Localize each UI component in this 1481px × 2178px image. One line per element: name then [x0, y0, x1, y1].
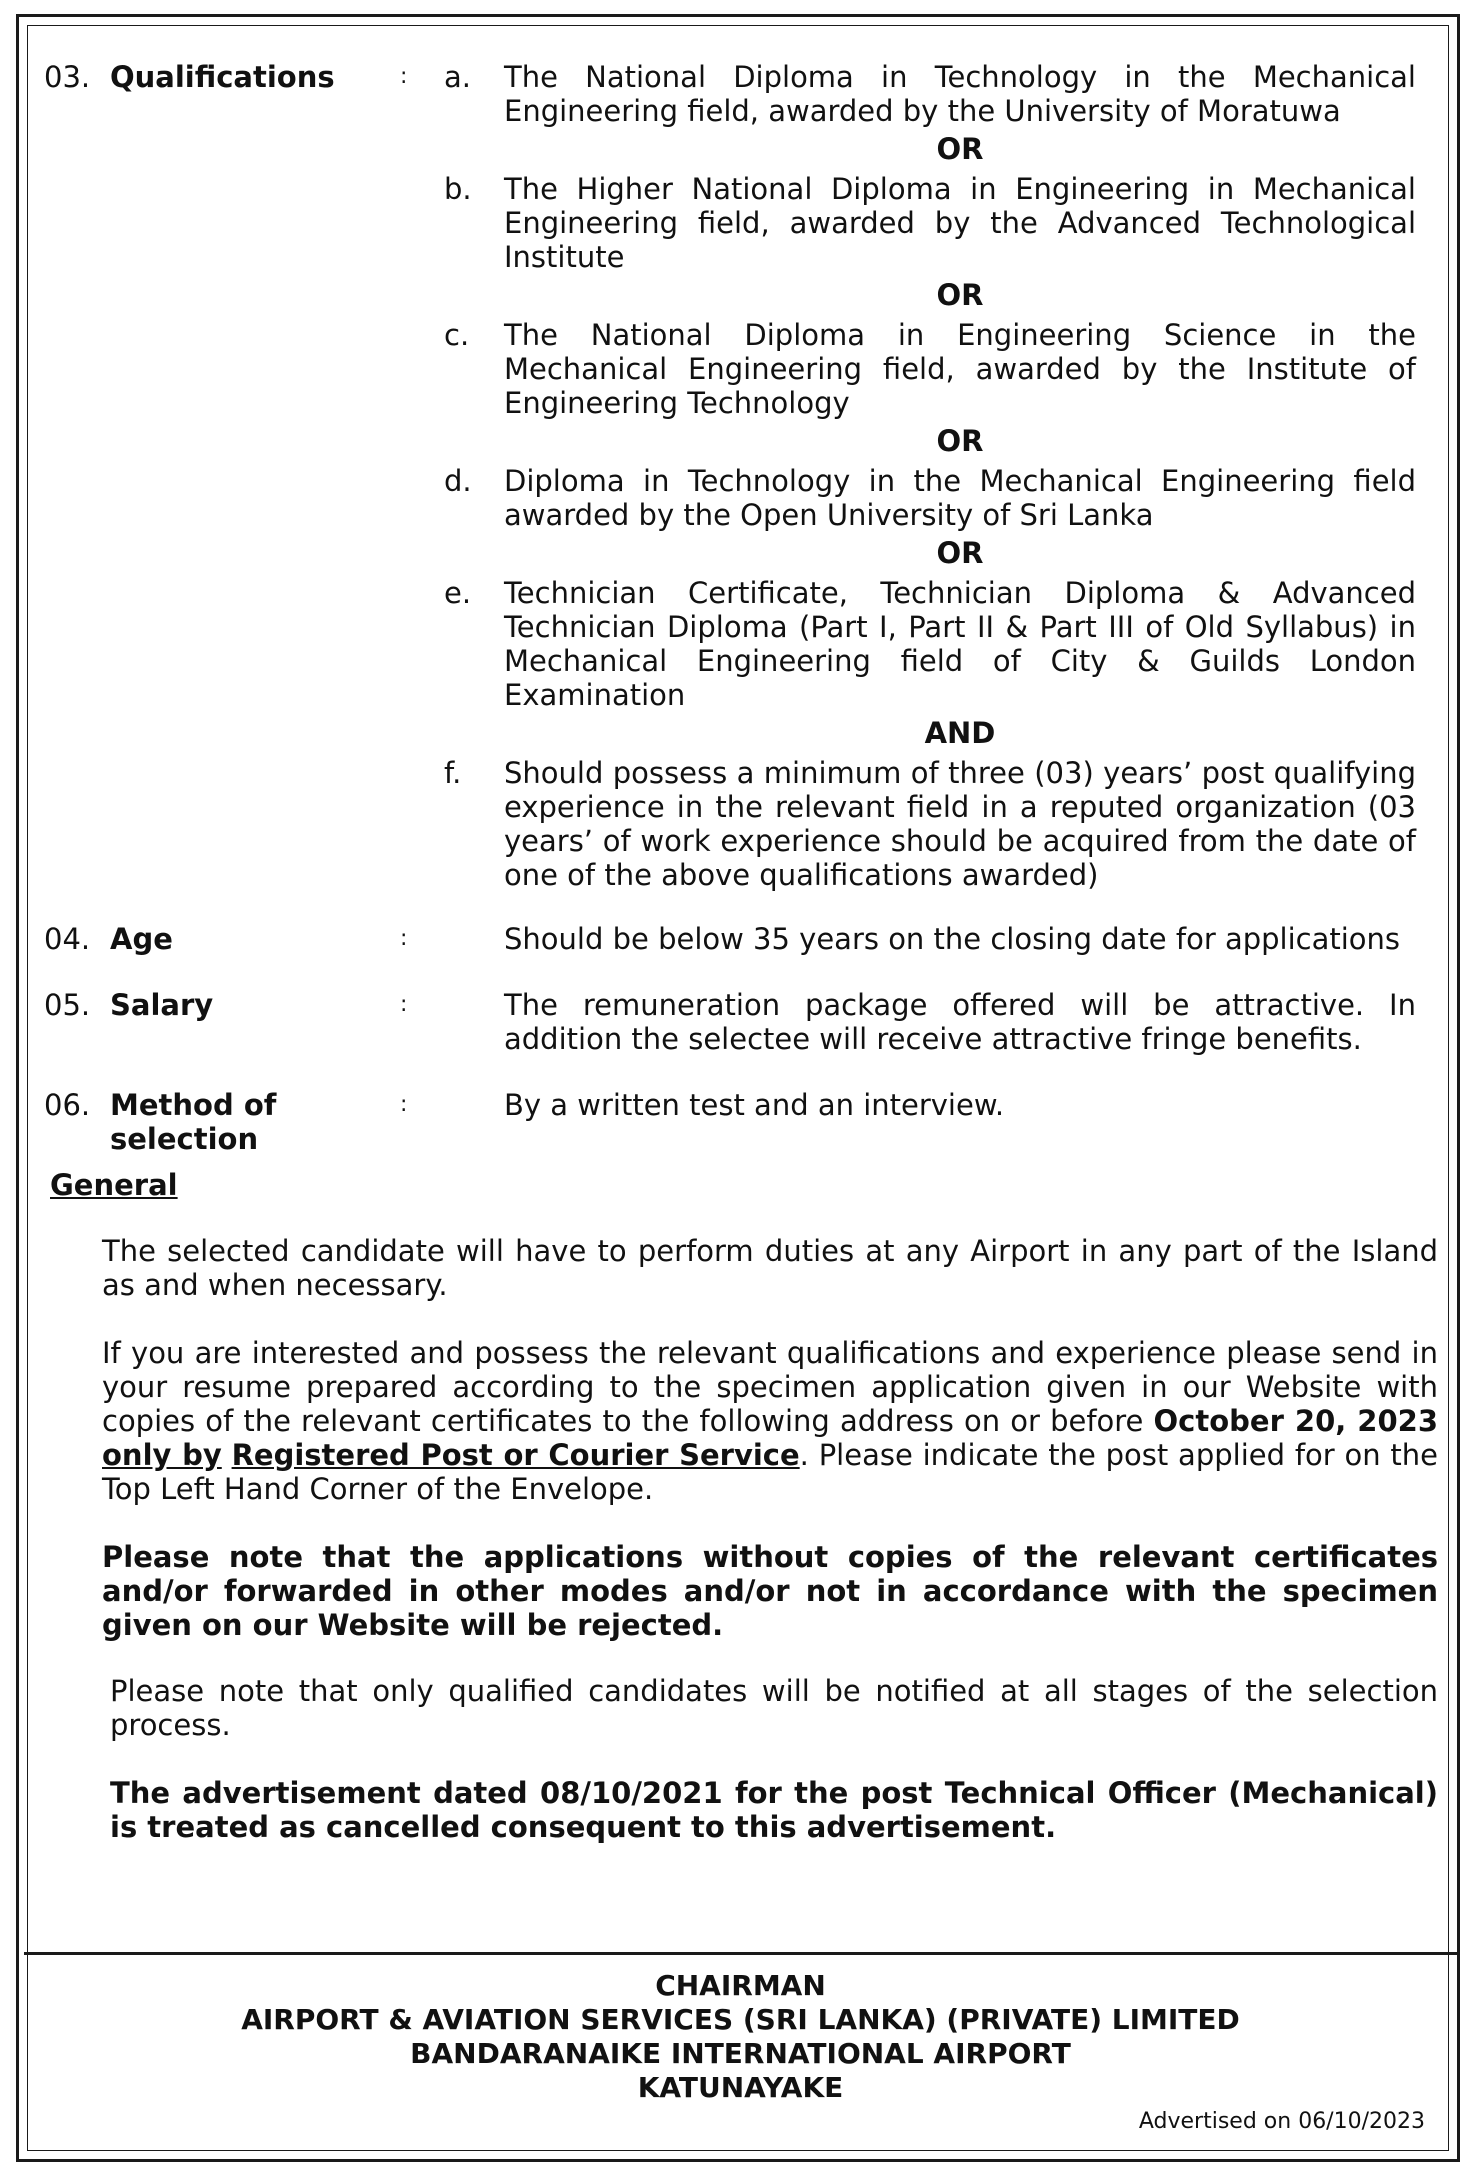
- item-text: The National Diploma in Engineering Science in the Mechanical Engineering field, awarded by the Institute of Engineering Technology: [504, 318, 1416, 420]
- item-text: Technician Certificate, Technician Diploma & Advanced Technician Diploma (Part I, Part II & Part III of Old Syllabus) in Mechanical Engineering field of City & Guilds London Examination: [504, 576, 1416, 712]
- deadline-date: October 20, 2023: [1153, 1404, 1438, 1438]
- section-qualifications: [44, 60, 1416, 892]
- advertisement-body: [44, 60, 1439, 1844]
- application-text-part2: . Please indicate the post applied for on the Top Left Hand Corner of the Envelope.: [102, 1438, 1439, 1506]
- advertised-date: Advertised on 06/10/2023: [1138, 2109, 1425, 2134]
- age-text: Should be below 35 years on the closing date for applications: [504, 922, 1401, 956]
- general-heading-text: General: [50, 1168, 178, 1202]
- delivery-method: Registered Post or Courier Service: [231, 1438, 800, 1472]
- conjunction-or: OR: [936, 536, 984, 570]
- conjunction-or: OR: [936, 424, 984, 458]
- item-letter: e.: [444, 576, 472, 610]
- conjunction-and: AND: [924, 716, 996, 750]
- section-number: 03.: [44, 60, 91, 94]
- section-title: Qualifications: [110, 60, 335, 94]
- general-para-cancellation: The advertisement dated 08/10/2021 for the post Technical Officer (Mechanical) is treated as cancelled consequent to this advertisement.: [110, 1776, 1438, 1844]
- footer-location: KATUNAYAKE: [637, 2071, 844, 2104]
- section-colon: :: [400, 926, 408, 951]
- conjunction-or: OR: [936, 132, 984, 166]
- section-body: [444, 922, 1416, 956]
- section-colon: :: [400, 1092, 408, 1117]
- section-salary: [44, 988, 1416, 1056]
- general-para-duties: The selected candidate will have to perform duties at any Airport in any part of the Island as and when necessary.: [102, 1234, 1438, 1302]
- footer-chairman: CHAIRMAN: [655, 1969, 826, 2002]
- item-letter: d.: [444, 464, 472, 498]
- application-text-part1: If you are interested and possess the relevant qualifications and experience please send in your resume prepared according to the specimen application given in our Website with copies of the relevant certificates to the following address on or before: [102, 1336, 1438, 1438]
- section-number: 04.: [44, 922, 91, 956]
- conjunction-or: OR: [936, 278, 984, 312]
- section-colon: :: [400, 992, 408, 1017]
- item-letter: a.: [444, 60, 471, 94]
- qualification-item-e: [444, 576, 1416, 712]
- general-para-rejection: Please note that the applications without copies of the relevant certificates and/or forwarded in other modes and/or not in accordance with the specimen given on our Website will be rejected.: [102, 1540, 1438, 1642]
- footer-airport: BANDARANAIKE INTERNATIONAL AIRPORT: [410, 2037, 1071, 2070]
- item-letter: f.: [444, 756, 462, 790]
- qualification-list: [444, 60, 1416, 892]
- footer-signature: [24, 1952, 1457, 2105]
- section-body: [444, 988, 1416, 1056]
- only-by-text: only by: [102, 1438, 222, 1472]
- item-text: Should possess a minimum of three (03) years’ post qualifying experience in the relevant field in a reputed organization (03 years’ of work experience should be acquired from the date of one of the above qualifications awarded): [504, 756, 1416, 892]
- item-text: The National Diploma in Technology in the Mechanical Engineering field, awarded by the University of Moratuwa: [504, 60, 1416, 128]
- qualification-item-f: [444, 756, 1416, 892]
- qualification-item-a: [444, 60, 1416, 128]
- section-colon: :: [400, 64, 408, 89]
- footer-company: AIRPORT & AVIATION SERVICES (SRI LANKA) (PRIVATE) LIMITED: [241, 2003, 1240, 2036]
- section-title: Age: [110, 922, 173, 956]
- item-text: Diploma in Technology in the Mechanical Engineering field awarded by the Open University of Sri Lanka: [504, 464, 1416, 532]
- section-number: 06.: [44, 1088, 91, 1122]
- general-para-application: [102, 1336, 1438, 1506]
- section-body: [444, 1088, 1416, 1122]
- method-text: By a written test and an interview.: [504, 1088, 1005, 1122]
- section-title: Method of selection: [110, 1088, 277, 1156]
- qualification-item-c: [444, 318, 1416, 420]
- item-letter: c.: [444, 318, 470, 352]
- qualification-item-d: [444, 464, 1416, 532]
- section-title: Salary: [110, 988, 214, 1022]
- general-heading: [50, 1168, 1416, 1202]
- general-para-notification: Please note that only qualified candidates will be notified at all stages of the selection process.: [110, 1674, 1438, 1742]
- qualification-item-b: [444, 172, 1416, 274]
- section-number: 05.: [44, 988, 91, 1022]
- item-text: The Higher National Diploma in Engineering in Mechanical Engineering field, awarded by the Advanced Technological Institute: [504, 172, 1416, 274]
- salary-text: The remuneration package offered will be attractive. In addition the selectee will receive attractive fringe benefits.: [504, 988, 1416, 1056]
- item-letter: b.: [444, 172, 472, 206]
- section-method-of-selection: [44, 1088, 1416, 1156]
- section-age: [44, 922, 1416, 956]
